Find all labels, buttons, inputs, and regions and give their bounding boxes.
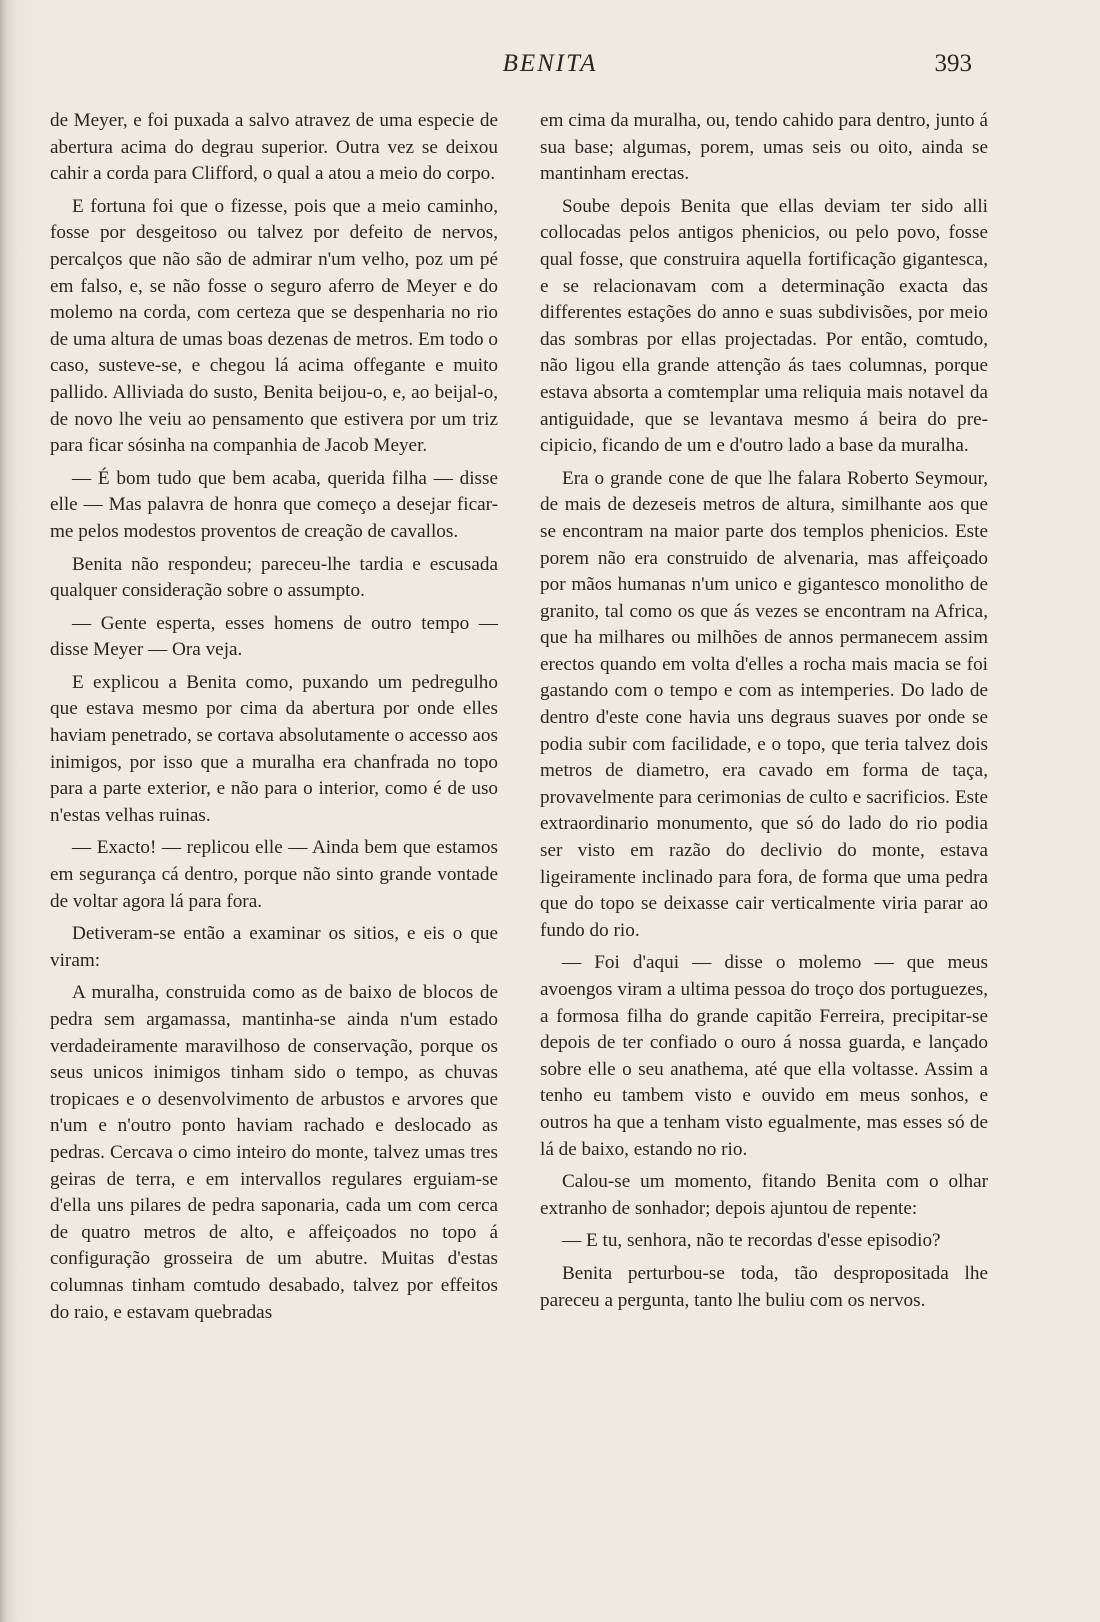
page-header	[0, 50, 1100, 90]
paragraph: — Exacto! — replicou elle — Ainda bem que estamos em segurança cá dentro, porque não sinto grande vontade de voltar agora lá para fora.	[50, 837, 498, 912]
paragraph: Detiveram-se então a examinar os sitios, e eis o que viram:	[50, 923, 498, 971]
paragraph: A muralha, construida como as de baixo de blocos de pedra sem argamassa, mantinha-se ainda n'um estado verdadeiramente maravilhoso de conservação, porque os seus unicos inimigos tinham sido o tempo, as chuvas tropicaes e o desenvolvimento de arbustos e arvores que n'um e n'outro ponto haviam rachado e deslocado as pedras. Cercava o cimo inteiro do monte, talvez umas tres geiras de terra, e em intervallos regulares erguiam-se d'ella uns pilares de pedra saponaria, cada um com cerca de quatro metros de alto, e affeiçoados no topo á configuração grosseira de um abutre. Muitas d'estas columnas tinham comtudo desabado, talvez por effeitos do raio, e estavam quebradas	[50, 982, 498, 1323]
paragraph: de Meyer, e foi puxada a salvo atravez de uma especie de abertura acima do degrau superior. Outra vez se deixou cahir a corda para Clifford, o qual a atou a meio do corpo.	[50, 110, 498, 185]
paragraph: E explicou a Benita como, puxando um pedregulho que estava mesmo por cima da abertura por onde elles haviam penetrado, se cortava absolutamente o accesso aos inimigos, por isso que a muralha era chanfrada no topo para a parte exterior, e não para o interior, como é de uso n'estas velhas ruinas.	[50, 671, 498, 826]
left-column	[50, 108, 498, 1332]
paragraph: Benita perturbou-se toda, tão despropositada lhe pareceu a pergunta, tanto lhe buliu com os nervos.	[540, 1262, 988, 1311]
paragraph: — É bom tudo que bem acaba, querida filha — disse elle — Mas palavra de honra que começo a desejar ficar-me pelos modestos proventos de creação de cavallos.	[50, 467, 498, 542]
paragraph: — Gente esperta, esses homens de outro tempo — disse Meyer — Ora veja.	[50, 612, 498, 661]
paragraph: — E tu, senhora, não te recordas d'esse episodio?	[562, 1230, 941, 1252]
right-column	[540, 108, 988, 1320]
paragraph: Soube depois Benita que ellas deviam ter sido alli collocadas pelos antigos phenicios, ou pelo povo, fosse qual fosse, que construira aquella fortificação gigantesca, e se relacionavam com a determinação exacta das differentes estações do anno e suas subdivisões, por meio das sombras por ellas projectadas. Por então, comtudo, não ligou ella grande attenção ás taes columnas, porque estava absorta a comtemplar uma reliquia mais notavel da antiguidade, que se levantava mesmo á beira do precipicio, ficando de um e d'outro lado a base da muralha.	[540, 195, 988, 457]
paragraph: E fortuna foi que o fizesse, pois que a meio caminho, fosse por desgeitoso ou talvez por defeito de nervos, percalços que não são de admirar n'um velho, poz um pé em falso, e, se não fosse o seguro aferro de Meyer e do molemo na corda, com certeza que se despenharia no rio de uma altura de umas boas dezenas de metros. Em todo o caso, susteve-se, e chegou lá acima offegante e muito pallido. Alliviada do susto, Benita beijou-o, e, ao beijal-o, de novo lhe veiu ao pensamento que estivera por um triz para ficar sósinha na companhia de Jacob Meyer.	[50, 195, 498, 457]
running-title: BENITA	[502, 50, 598, 77]
paragraph: Calou-se um momento, fitando Benita com o olhar extranho de sonhador; depois ajuntou de repente:	[540, 1171, 988, 1219]
page-number: 393	[934, 50, 972, 77]
paragraph: Era o grande cone de que lhe falara Roberto Seymour, de mais de dezeseis metros de altura, similhante aos que se encontram na maior parte dos templos phenicios. Este porem não era construido de alvenaria, mas affeiçoado por mãos humanas n'um unico e gigantesco monolitho de granito, tal como os que ás vezes se encontram na Africa, que ha milhares ou milhões de annos permanecem assim erectos quando em volta d'elles a rocha mais macia se foi gastando com o tempo e com as intemperies. Do lado de dentro d'este cone havia uns degraus suaves por onde se podia subir com facilidade, e o topo, que teria talvez dois metros de diametro, era cavado em forma de taça, provavelmente para cerimonias de culto e sacrificios. Este extraordinario monumento, que só do lado do rio podia ser visto em razão do declivio do monte, estava ligeiramente inclinado para fora, de forma que uma pedra que do topo se deixasse cair verticalmente viria parar ao fundo do rio.	[540, 467, 988, 941]
paragraph: Benita não respondeu; pareceu-lhe tardia e escusada qualquer consideração sobre o assumpto.	[50, 553, 498, 602]
paragraph: — Foi d'aqui — disse o molemo — que meus avoengos viram a ultima pessoa do troço dos portuguezes, a formosa filha do grande capitão Ferreira, precipitar-se depois de ter confiado o ouro á nossa guarda, e lançado sobre elle o seu anathema, até que ella voltasse. Assim a tenho eu tambem visto e ouvido em meus sonhos, e outros ha que a tenham visto egualmente, mas esses só de lá de baixo, estando no rio.	[540, 952, 988, 1160]
paragraph: em cima da muralha, ou, tendo cahido para dentro, junto á sua base; algumas, porem, umas seis ou oito, ainda se mantinham erectas.	[540, 110, 988, 185]
